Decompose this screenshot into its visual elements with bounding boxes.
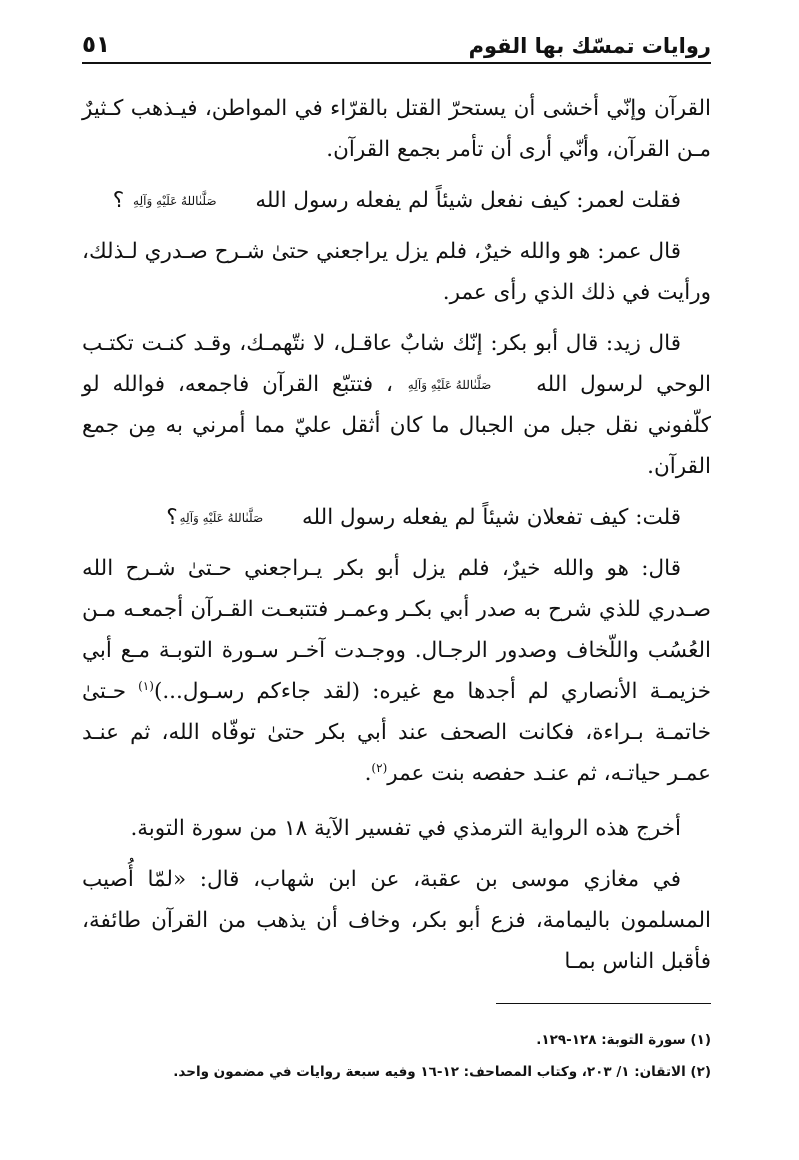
footnote-divider bbox=[496, 1003, 711, 1004]
punctuation: . bbox=[364, 761, 372, 786]
page-header bbox=[82, 28, 711, 64]
main-text bbox=[82, 88, 711, 992]
footnote-marker: (٢) bbox=[371, 760, 388, 775]
paragraph bbox=[82, 88, 711, 170]
paragraph bbox=[82, 548, 711, 794]
paragraph-text: في مغازي موسى بن عقبة، عن ابن شهاب، قال: «لمّا أُصيب المسلمون باليمامة، فزع أبو بكر، وخاف أن يذهب من القرآن طائفة، فأقبل الناس بمـا bbox=[82, 867, 711, 974]
punctuation: ؟ bbox=[112, 188, 125, 213]
paragraph-text: ، فتتبّع القرآن فاجمعه، فوالله لو كلّفوني نقل جبل من الجبال ما كان أثقل عليّ مما أمرني به مِن جمع القرآن. bbox=[82, 372, 711, 479]
paragraph-text: قال عمر: هو والله خيرٌ، فلم يزل يراجعني حتىٰ شـرح صـدري لـذلك، ورأيت في ذلك الذي رأى عمر. bbox=[82, 239, 711, 305]
paragraph bbox=[82, 808, 711, 849]
paragraph-text: القرآن وإنّي أخشى أن يستحرّ القتل بالقرّاء في المواطن، فيـذهب كـثيرٌ مـن القرآن، وأنّي أرى أن تأمر بجمع القرآن. bbox=[82, 96, 711, 162]
salawat-glyph: صَلَّىٰاللهُ عَلَيْهِ وَآلِهِ bbox=[133, 193, 217, 208]
running-title: روايات تمسّك بها القوم bbox=[468, 34, 711, 58]
paragraph bbox=[82, 231, 711, 313]
punctuation: ؟ bbox=[166, 505, 178, 530]
footnote: (١) سورة التوبة: ١٢٨-١٢٩. bbox=[536, 1032, 711, 1048]
paragraph-text: فقلت لعمر: كيف نفعل شيئاً لم يفعله رسول الله bbox=[255, 188, 681, 213]
paragraph bbox=[82, 180, 711, 221]
salawat-glyph: صَلَّىٰاللهُ عَلَيْهِ وَآلِهِ bbox=[179, 510, 264, 525]
paragraph-text: قلت: كيف تفعلان شيئاً لم يفعله رسول الله bbox=[302, 505, 681, 530]
salawat-glyph: صَلَّىٰاللهُ عَلَيْهِ وَآلِهِ bbox=[407, 377, 492, 392]
footnote-marker: (١) bbox=[138, 678, 154, 693]
paragraph-text: قال زيد: قال أبو بكر: إنّك شابٌ عاقـل، لا نتّهمـك، وقـد كنـت تكتـب الوحي لرسول الله bbox=[82, 331, 711, 397]
paragraph-text: أخرج هذه الرواية الترمذي في تفسير الآية ١٨ من سورة التوبة. bbox=[130, 816, 681, 841]
paragraph bbox=[82, 859, 711, 982]
page-number: ٥١ bbox=[82, 32, 111, 58]
paragraph-text: حـتىٰ خاتمـة بـراءة، فكانت الصحف عند أبي بكر حتىٰ توفّاه الله، ثم عنـد عمـر حياتـه، ثم عنـد حفصه بنت عمر bbox=[82, 679, 712, 786]
paragraph bbox=[82, 323, 711, 487]
paragraph-text: قال: هو والله خيرٌ، فلم يزل أبو بكر يـراجعني حـتىٰ شـرح الله صـدري للذي شرح به صدر أبي بكـر وعمـر فتتبعـت القـرآن أجمعـه مـن العُسُب واللّخاف وصدور الرجـال. ووجـدت آخـر سـورة التوبـة مـع أبي خزيمـة الأنصاري لم أجدها مع غيره: (لقد جاءكم رسـول...) bbox=[82, 556, 711, 704]
footnotes bbox=[82, 1028, 711, 1092]
paragraph bbox=[82, 497, 711, 538]
footnote: (٢) الاتقان: ١/ ٢٠٣، وكتاب المصاحف: ١٢-١٦ وفيه سبعة روايات في مضمون واحد. bbox=[173, 1064, 711, 1080]
